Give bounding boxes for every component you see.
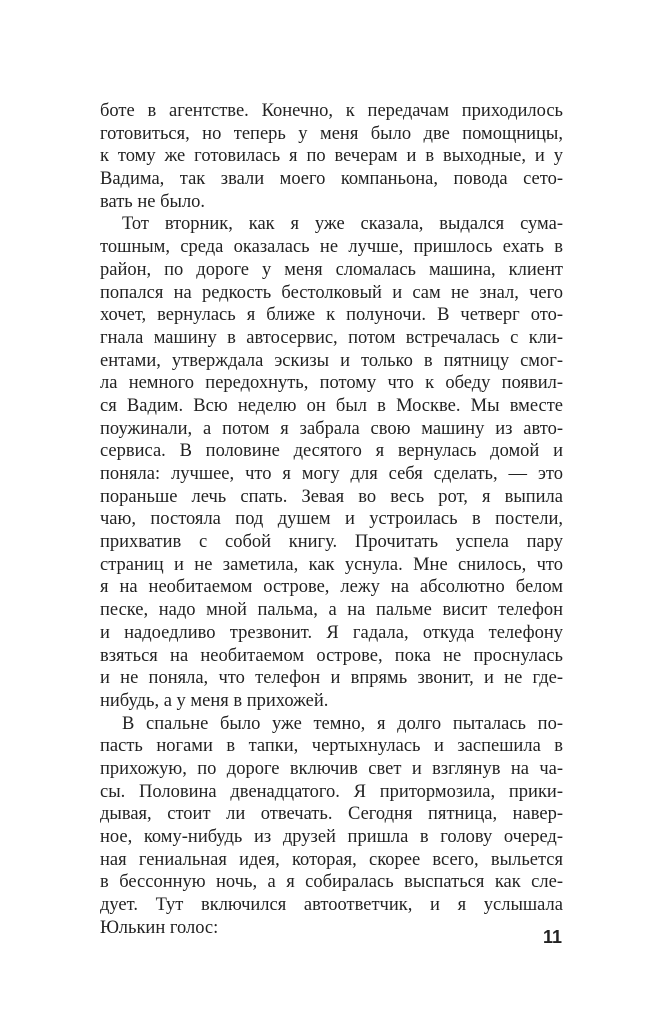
text-line: ентами, утверждала эскизы и только в пятницу смог- <box>100 350 563 371</box>
paragraph <box>100 713 563 940</box>
text-line: дует. Тут включился автоответчик, и я услышала <box>100 895 563 916</box>
text-line: к тому же готовилась я по вечерам и в выходные, и у <box>100 146 563 167</box>
text-line: ла немного передохнуть, потому что к обеду появил- <box>100 373 563 394</box>
paragraph <box>100 100 563 213</box>
text-line: страниц и не заметила, как уснула. Мне снилось, что <box>100 554 563 575</box>
text-line: готовиться, но теперь у меня было две помощницы, <box>100 123 563 144</box>
text-line: пораньше лечь спать. Зевая во весь рот, я выпила <box>100 486 563 507</box>
text-line: поужинали, а потом я забрала свою машину из авто- <box>100 418 563 439</box>
text-line: и надоедливо трезвонит. Я гадала, откуда телефону <box>100 622 563 643</box>
text-line: Тот вторник, как я уже сказала, выдался сума- <box>122 214 563 235</box>
text-line: прихватив с собой книгу. Прочитать успела пару <box>100 532 563 553</box>
text-line: сервиса. В половине десятого я вернулась домой и <box>100 441 563 462</box>
text-line: сы. Половина двенадцатого. Я притормозила, прики- <box>100 781 563 802</box>
text-line: чаю, постояла под душем и устроилась в постели, <box>100 509 563 530</box>
text-line: боте в агентстве. Конечно, к передачам приходилось <box>100 101 563 121</box>
text-line: ная гениальная идея, которая, скорее всего, выльется <box>100 849 563 870</box>
text-line: в бессонную ночь, а я собиралась выспаться как сле- <box>100 872 563 893</box>
page-number: 11 <box>542 927 562 947</box>
text-line: В спальне было уже темно, я долго пыталась по- <box>122 713 563 734</box>
text-line: ное, кому-нибудь из друзей пришла в голову очеред- <box>100 827 563 847</box>
text-line: и не поняла, что телефон и впрямь звонит, и не где- <box>100 668 563 689</box>
text-line: попался на редкость бестолковый и сам не знал, чего <box>100 282 563 303</box>
text-line: Юлькин голос: <box>100 917 219 938</box>
text-line: нибудь, а у меня в прихожей. <box>100 690 329 711</box>
text-line: Вадима, так звали моего компаньона, повода сето- <box>100 169 563 190</box>
text-line: вать не было. <box>100 191 206 212</box>
text-line: прихожую, по дороге включив свет и взглянув на ча- <box>100 758 563 779</box>
text-line: район, по дороге у меня сломалась машина, клиент <box>100 259 563 280</box>
text-line: пасть ногами в тапки, чертыхнулась и заспешила в <box>100 736 563 757</box>
page-body-text <box>100 100 563 939</box>
text-line: дывая, стоит ли отвечать. Сегодня пятница, навер- <box>100 804 563 825</box>
text-line: взяться на необитаемом острове, пока не проснулась <box>100 645 563 666</box>
text-line: ся Вадим. Всю неделю он был в Москве. Мы вместе <box>100 395 563 416</box>
text-line: я на необитаемом острове, лежу на абсолютно белом <box>100 577 563 598</box>
paragraph <box>100 213 563 712</box>
text-line: песке, надо мной пальма, а на пальме висит телефон <box>100 600 563 621</box>
text-line: гнала машину в автосервис, потом встречалась с кли- <box>100 327 563 348</box>
text-line: поняла: лучшее, что я могу для себя сделать, — это <box>100 464 563 484</box>
text-line: хочет, вернулась я ближе к полуночи. В четверг ото- <box>100 305 563 326</box>
text-line: тошным, среда оказалась не лучше, пришлось ехать в <box>100 237 563 258</box>
